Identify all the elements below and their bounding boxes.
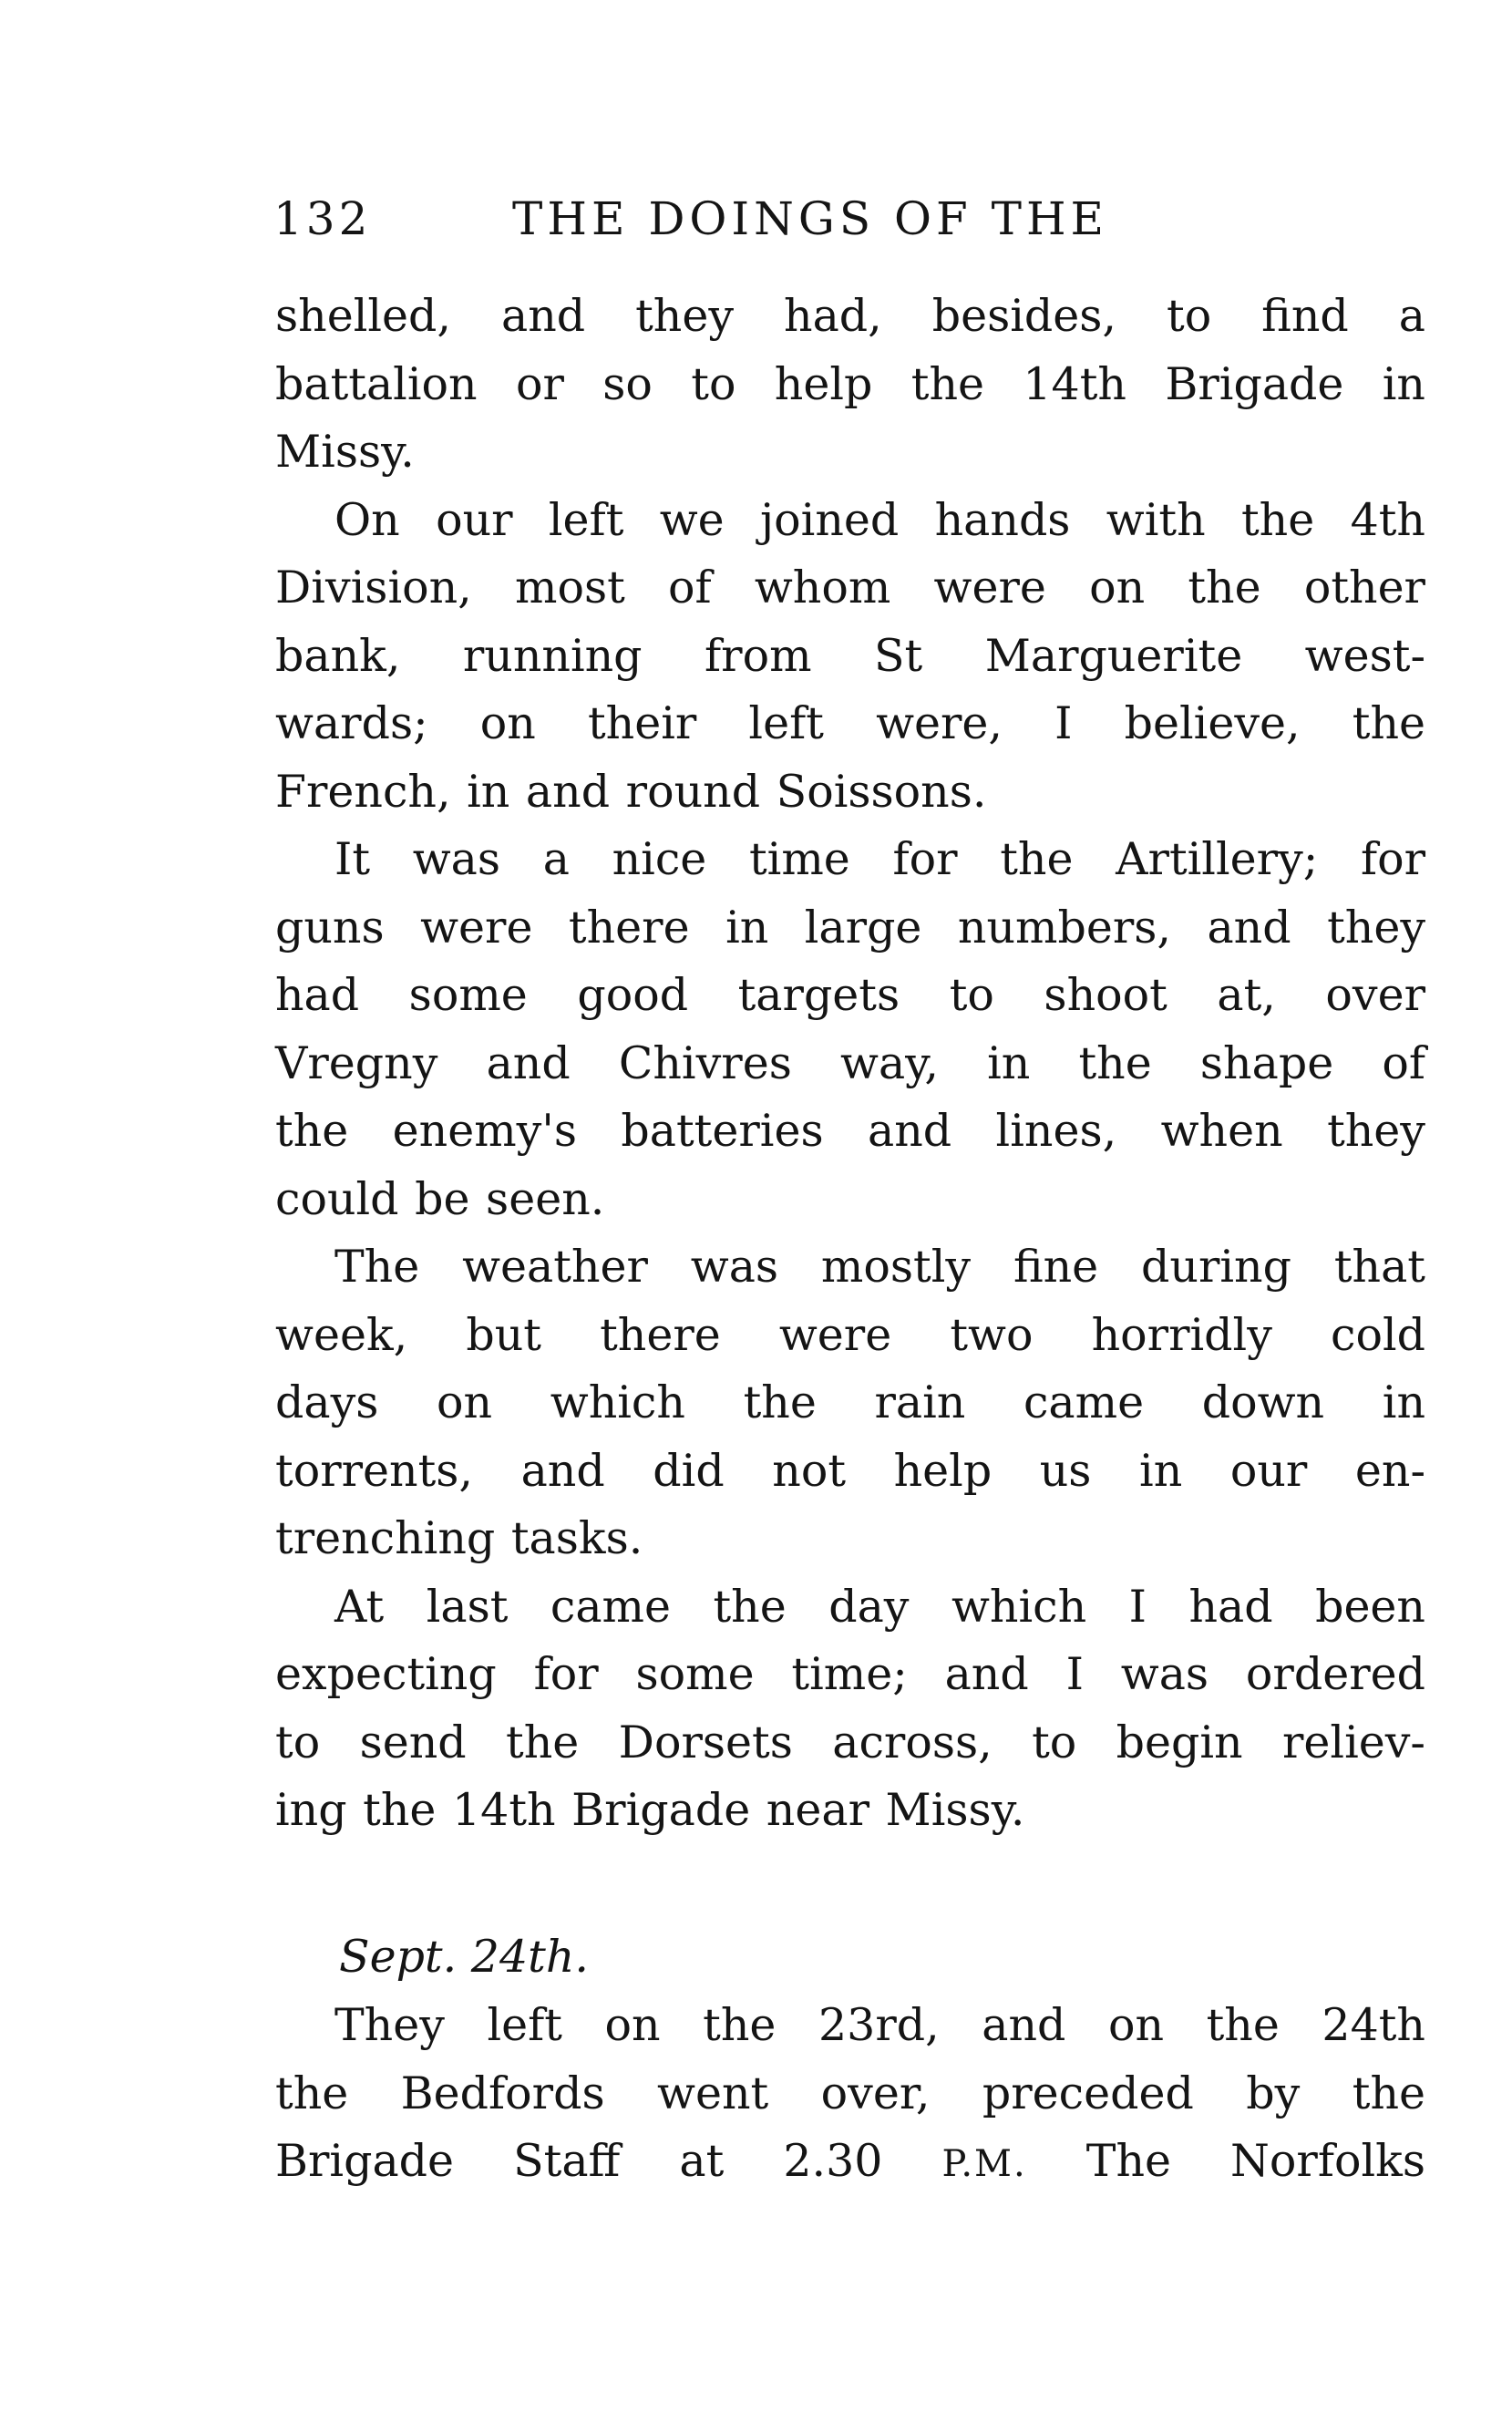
text-line: On our left we joined hands with the 4th (334, 493, 1425, 546)
text-line: had some good targets to shoot at, over (275, 969, 1425, 1021)
body-text-block-2 (275, 1992, 1425, 2196)
text-line: trenching tasks. (275, 1512, 643, 1564)
date-heading: Sept. 24th. (339, 1931, 589, 1983)
text-line: It was a nice time for the Artillery; for (334, 833, 1425, 885)
text-line: the enemy's batteries and lines, when they (275, 1105, 1425, 1157)
text-line: week, but there were two horridly cold (275, 1308, 1425, 1361)
text-line: to send the Dorsets across, to begin reliev- (275, 1716, 1425, 1768)
time-abbreviation: P.M. (941, 2143, 1027, 2185)
text-fragment: Brigade Staff at 2.30 (275, 2135, 883, 2187)
text-line: ing the 14th Brigade near Missy. (275, 1784, 1025, 1836)
text-line: expecting for some time; and I was ordered (275, 1648, 1425, 1700)
text-line: Division, most of whom were on the other (275, 562, 1425, 613)
text-line: days on which the rain came down in (275, 1376, 1425, 1428)
text-line: wards; on their left were, I believe, the (275, 697, 1425, 749)
page-number: 132 (273, 192, 372, 245)
running-title: THE DOINGS OF THE (512, 192, 1109, 245)
text-line: Missy. (275, 426, 415, 478)
text-line: shelled, and they had, besides, to find a (275, 290, 1425, 342)
text-fragment: The Norfolks (1085, 2135, 1425, 2187)
text-line: could be seen. (275, 1172, 605, 1225)
text-line: Vregny and Chivres way, in the shape of (275, 1036, 1425, 1089)
text-line: battalion or so to help the 14th Brigade in (275, 357, 1425, 410)
page-header (273, 187, 1185, 251)
text-line: At last came the day which I had been (334, 1580, 1425, 1633)
text-line-with-time (275, 2128, 1425, 2196)
text-line: The weather was mostly fine during that (334, 1241, 1425, 1293)
body-text-block-1 (275, 283, 1425, 1845)
text-line: French, in and round Soissons. (275, 765, 987, 818)
text-line: the Bedfords went over, preceded by the (275, 2067, 1425, 2119)
text-line: bank, running from St Marguerite west- (275, 629, 1425, 682)
text-line: torrents, and did not help us in our en- (275, 1444, 1425, 1497)
text-line: guns were there in large numbers, and they (275, 901, 1425, 954)
text-line: They left on the 23rd, and on the 24th (334, 1999, 1425, 2051)
